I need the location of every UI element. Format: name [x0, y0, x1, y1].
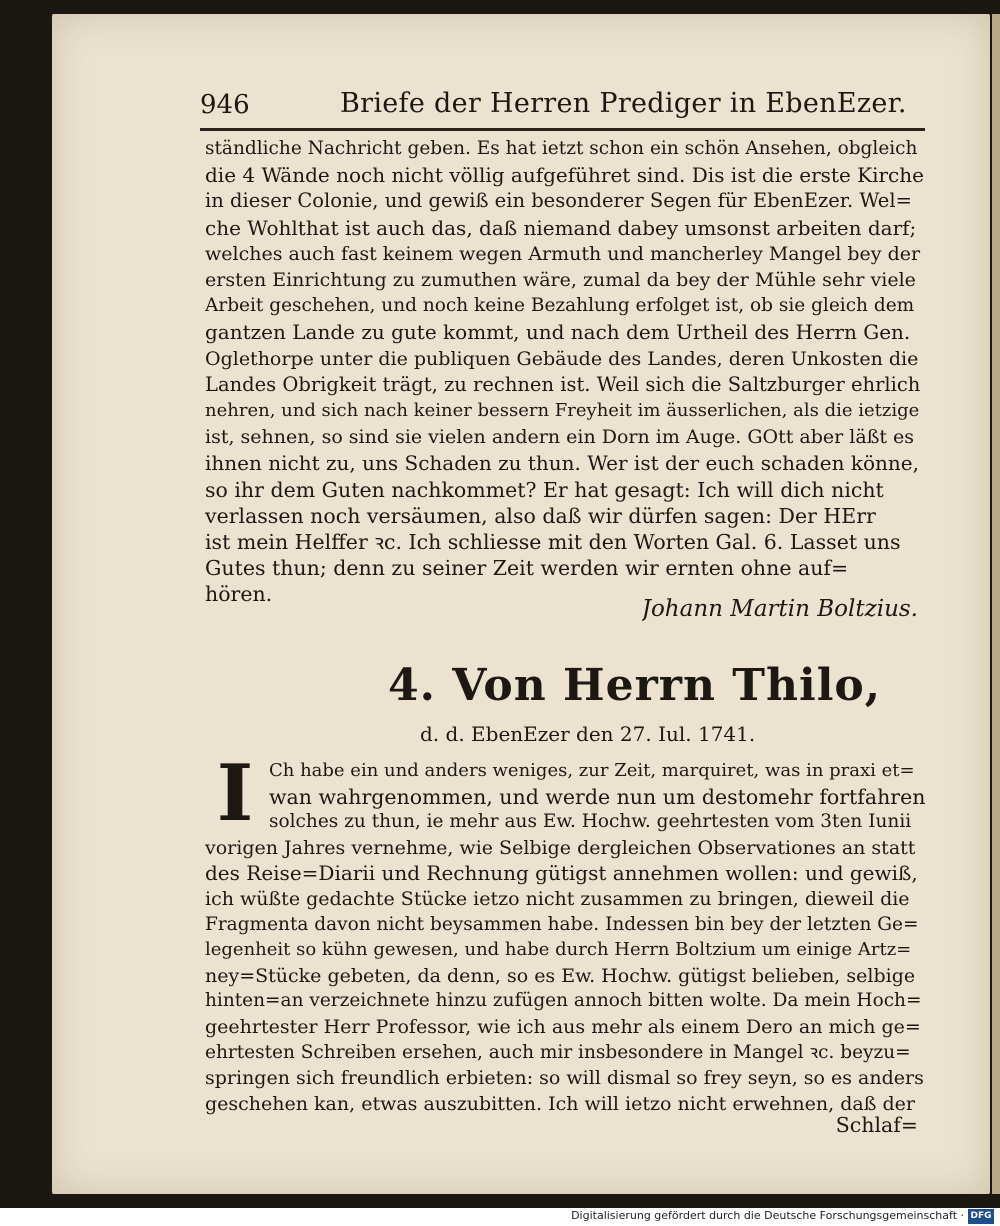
running-head: Briefe der Herren Prediger in EbenEzer.	[340, 88, 907, 119]
text-line: ehrtesten Schreiben ersehen, auch mir insbesondere in Mangel ꝛc. beyzu=	[205, 1041, 911, 1063]
text-line: die 4 Wände noch nicht völlig aufgeführet sind. Dis ist die erste Kirche	[205, 163, 924, 188]
text-line: ist, sehnen, so sind sie vielen andern ein Dorn im Auge. GOtt aber läßt es	[205, 426, 915, 449]
page-number: 946	[200, 90, 250, 120]
text-line: springen sich freundlich erbieten: so will dismal so frey seyn, so es anders	[205, 1067, 924, 1090]
text-line: Oglethorpe unter die publiquen Gebäude des Landes, deren Unkosten die	[205, 347, 919, 370]
text-line: so ihr dem Guten nachkommet? Er hat gesagt: Ich will dich nicht	[205, 477, 884, 502]
text-line: ist mein Helffer ꝛc. Ich schliesse mit den Worten Gal. 6. Lasset uns	[205, 530, 901, 554]
text-line: ney=Stücke gebeten, da denn, so es Ew. Hochw. gütigst belieben, selbige	[205, 964, 916, 987]
catchword: Schlaf=	[835, 1113, 918, 1137]
text-line: Arbeit geschehen, und noch keine Bezahlung erfolget ist, ob sie gleich dem	[205, 295, 915, 317]
header-rule	[200, 128, 925, 131]
text-line: vorigen Jahres vernehme, wie Selbige dergleichen Observationes an statt	[205, 836, 916, 859]
text-line: Ch habe ein und anders weniges, zur Zeit, marquiret, was in praxi et=	[269, 760, 915, 781]
section-heading: 4. Von Herrn Thilo,	[388, 660, 882, 711]
text-line: verlassen noch versäumen, also daß wir dürfen sagen: Der HErr	[205, 503, 876, 528]
text-line: ihnen nicht zu, uns Schaden zu thun. Wer ist der euch schaden könne,	[205, 451, 919, 476]
drop-cap: I	[216, 748, 254, 839]
text-line: legenheit so kühn gewesen, und habe durch Herrn Boltzium um einige Artz=	[205, 939, 912, 961]
text-line: solches zu thun, ie mehr aus Ew. Hochw. geehrtesten vom 3ten Iunii	[269, 811, 912, 833]
footer-credit: Digitalisierung gefördert durch die Deutsche Forschungsgemeinschaft ·	[571, 1209, 964, 1222]
text-line: Landes Obrigkeit trägt, zu rechnen ist. Weil sich die Saltzburger ehrlich	[205, 372, 921, 396]
text-line: che Wohlthat ist auch das, daß niemand dabey umsonst arbeiten darf;	[205, 215, 917, 240]
text-line: wan wahrgenommen, und werde nun um destomehr fortfahren	[269, 784, 925, 809]
text-line: welches auch fast keinem wegen Armuth und mancherley Mangel bey der	[205, 242, 921, 265]
page-edge	[992, 14, 1000, 1194]
text-line: ersten Einrichtung zu zumuthen wäre, zumal da bey der Mühle sehr viele	[205, 269, 916, 291]
text-line: Fragmenta davon nicht beysammen habe. Indessen bin bey der letzten Ge=	[205, 913, 919, 935]
text-line: hinten=an verzeichnete hinzu zufügen annoch bitten wolte. Da mein Hoch=	[205, 990, 922, 1012]
signature: Johann Martin Boltzius.	[641, 596, 918, 622]
dateline: d. d. EbenEzer den 27. Iul. 1741.	[420, 722, 756, 746]
text-line: in dieser Colonie, und gewiß ein besonderer Segen für EbenEzer. Wel=	[205, 189, 912, 213]
text-line: ständliche Nachricht geben. Es hat ietzt schon ein schön Ansehen, obgleich	[205, 138, 918, 159]
text-line: ich wüßte gedachte Stücke ietzo nicht zusammen zu bringen, dieweil die	[205, 888, 910, 910]
text-line: geehrtester Herr Professor, wie ich aus mehr als einem Dero an mich ge=	[205, 1016, 921, 1038]
text-line: gantzen Lande zu gute kommt, und nach dem Urtheil des Herrn Gen.	[205, 320, 911, 345]
text-line: geschehen kan, etwas auszubitten. Ich will ietzo nicht erwehnen, daß der	[205, 1092, 915, 1115]
text-line: nehren, und sich nach keiner bessern Freyheit im äusserlichen, als die ietzige	[205, 400, 920, 421]
dfg-logo: DFG	[968, 1209, 994, 1224]
text-line: des Reise=Diarii und Rechnung gütigst annehmen wollen: und gewiß,	[205, 861, 918, 886]
text-line: Gutes thun; denn zu seiner Zeit werden wir ernten ohne auf=	[205, 556, 849, 581]
text-line: hören.	[205, 582, 273, 607]
